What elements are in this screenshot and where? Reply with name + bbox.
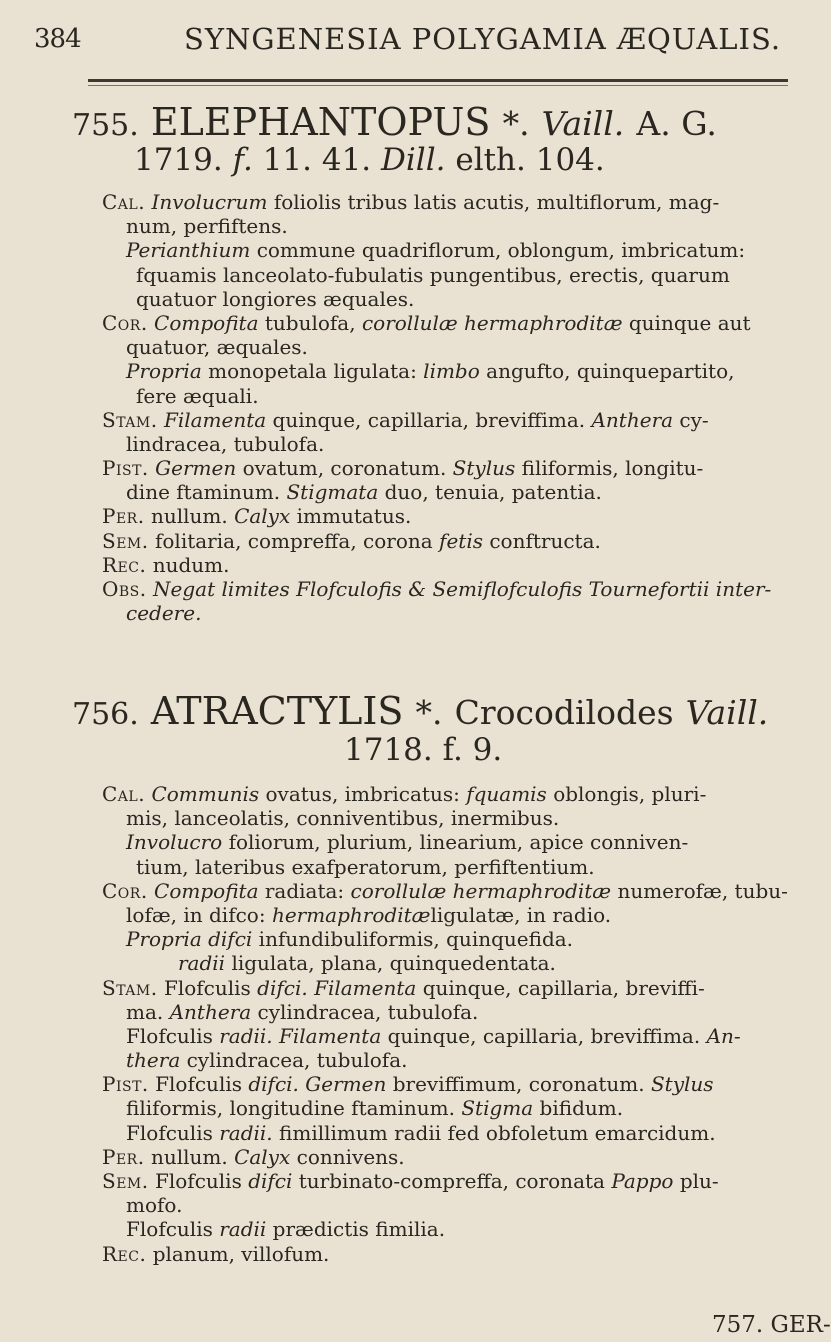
text-fragment: commune quadriflorum, oblongum, imbricatum:	[256, 238, 746, 263]
text-fragment: Cor.	[102, 310, 148, 335]
text-line	[102, 1000, 790, 1024]
star-mark: *.	[415, 693, 443, 732]
text-fragment: monopetala ligulata:	[208, 359, 417, 384]
entry-756-subheading	[344, 732, 502, 768]
text-fragment: difci.	[248, 1072, 299, 1097]
text-line	[102, 1048, 790, 1072]
text-line	[102, 830, 790, 854]
text-fragment: quatuor longiores æquales.	[136, 286, 415, 311]
text-fragment: Flofculis	[126, 1120, 213, 1145]
text-line	[102, 976, 790, 1000]
text-line	[102, 855, 790, 879]
text-fragment: Negat limites Flofculofis & Semiflofculofis Tournefortii inter-	[153, 577, 772, 601]
text-fragment: Filamenta	[314, 975, 417, 1000]
author-ref: Vaill.	[541, 104, 625, 143]
text-fragment: Propria difci	[126, 927, 253, 952]
text-fragment: Communis	[151, 782, 260, 806]
text-fragment: Rec.	[102, 552, 147, 577]
text-line	[102, 601, 790, 625]
text-fragment: Flofculis	[163, 975, 251, 1000]
text-fragment: Perianthium	[126, 238, 251, 263]
text-fragment: tium, lateribus exafperatorum, perfiftentium.	[136, 854, 595, 879]
text-line	[102, 1121, 790, 1145]
text-fragment: Involucrum	[151, 190, 268, 214]
text-line	[102, 1072, 790, 1096]
text-fragment: Sem.	[102, 1169, 149, 1193]
text-fragment: Compofita	[154, 310, 259, 335]
sub-dill: Dill.	[381, 142, 446, 178]
text-line	[102, 359, 790, 383]
text-line	[102, 903, 790, 927]
sub-year: 1718.	[344, 732, 433, 768]
header-rule-thin	[88, 85, 788, 86]
entry-756-heading	[72, 690, 768, 736]
text-fragment: Calyx	[234, 504, 291, 529]
text-line	[102, 782, 790, 806]
text-line	[102, 480, 790, 504]
text-line	[102, 432, 790, 456]
text-fragment: Germen	[305, 1072, 387, 1097]
text-fragment: quinque, capillaria, breviffi-	[422, 975, 705, 1000]
text-fragment: filiformis, longitudine ftaminum.	[126, 1096, 455, 1121]
text-fragment: Per.	[102, 1144, 145, 1169]
text-fragment: ligulata, plana, quinquedentata.	[231, 951, 556, 976]
text-line	[102, 238, 790, 262]
text-fragment: Rec.	[102, 1241, 147, 1266]
text-fragment: Stylus	[452, 456, 516, 481]
text-fragment: fquamis lanceolato-fubulatis pungentibus, erectis, quarum	[136, 262, 730, 287]
text-fragment: tubulofa,	[264, 310, 356, 335]
author-ref-2: A. G.	[636, 104, 717, 143]
text-fragment: immutatus.	[296, 504, 412, 529]
text-fragment: mofo.	[126, 1193, 183, 1218]
text-fragment: cylindracea, tubulofa.	[186, 1048, 408, 1073]
text-line	[102, 311, 790, 335]
text-fragment: oblongis, pluri-	[553, 782, 707, 806]
text-line	[102, 879, 790, 903]
text-fragment: nudum.	[152, 552, 230, 577]
text-fragment: connivens.	[296, 1144, 405, 1169]
header-rule	[88, 79, 788, 82]
text-fragment: Anthera	[169, 999, 252, 1024]
text-fragment: quinque, capillaria, breviffima.	[387, 1023, 701, 1048]
text-fragment: mis, lanceolatis, conniventibus, inermibus.	[126, 806, 560, 831]
text-line	[102, 190, 790, 214]
text-line	[102, 1193, 790, 1217]
sub-rest: f. 9.	[442, 732, 503, 768]
running-head	[34, 22, 782, 56]
text-line	[102, 553, 790, 577]
text-fragment: Obs.	[102, 577, 147, 601]
text-fragment: prædictis fimilia.	[272, 1217, 446, 1242]
text-line	[102, 1169, 790, 1193]
star-mark: *.	[502, 104, 530, 143]
text-fragment: foliorum, plurium, linearium, apice conniven-	[228, 830, 689, 855]
text-fragment: Flofculis	[154, 1169, 242, 1193]
text-fragment: lindracea, tubulofa.	[126, 431, 325, 456]
sub-f: f.	[232, 142, 253, 178]
genus-name: ELEPHANTOPUS	[150, 100, 491, 144]
text-line	[102, 1242, 790, 1266]
text-fragment: Filamenta	[279, 1023, 382, 1048]
text-fragment: Pist.	[102, 1072, 149, 1097]
text-fragment: Propria	[126, 359, 202, 384]
text-fragment: quatuor, æquales.	[126, 335, 308, 360]
text-fragment: Calyx	[234, 1144, 291, 1169]
text-line	[102, 1096, 790, 1120]
text-line	[102, 1145, 790, 1169]
text-fragment: foliolis tribus latis acutis, multiflorum, mag-	[273, 190, 720, 214]
text-fragment: ligulatæ, in radio.	[430, 902, 612, 927]
entry-number: 755.	[72, 108, 139, 143]
text-fragment: nullum.	[150, 1144, 228, 1169]
text-fragment: cylindracea, tubulofa.	[257, 999, 479, 1024]
text-fragment: Filamenta	[163, 407, 267, 432]
text-line	[102, 335, 790, 359]
text-fragment: ovatus, imbricatus:	[265, 782, 460, 806]
text-line	[102, 1217, 790, 1241]
text-fragment: Germen	[155, 456, 237, 481]
text-fragment: Cal.	[102, 782, 146, 806]
genus-name: ATRACTYLIS	[150, 689, 404, 733]
running-title: SYNGENESIA POLYGAMIA ÆQUALIS.	[184, 22, 782, 56]
text-line	[102, 927, 790, 951]
text-fragment: plu-	[679, 1169, 719, 1193]
text-line	[102, 577, 790, 601]
sub-fig: 11. 41.	[262, 142, 372, 178]
sub-rest: elth. 104.	[455, 142, 605, 178]
text-line	[102, 214, 790, 238]
text-fragment: Pappo	[611, 1169, 674, 1193]
text-fragment: Stam.	[102, 975, 158, 1000]
text-fragment: Cal.	[102, 190, 146, 214]
entry-755-description	[102, 190, 790, 625]
text-fragment: duo, tenuia, patentia.	[384, 480, 602, 505]
text-fragment: fimillimum radii fed obfoletum emarcidum.	[279, 1120, 716, 1145]
sub-year: 1719.	[134, 142, 223, 178]
text-fragment: filiformis, longitu-	[521, 456, 704, 481]
text-fragment: turbinato-compreffa, coronata	[298, 1169, 605, 1193]
text-line	[102, 408, 790, 432]
text-line	[102, 456, 790, 480]
text-fragment: num, perfiftens.	[126, 214, 288, 239]
text-fragment: An-	[706, 1023, 741, 1048]
entry-755-subheading	[134, 142, 605, 178]
entry-number: 756.	[72, 697, 139, 732]
text-fragment: fetis	[439, 528, 483, 553]
text-fragment: ovatum, coronatum.	[242, 456, 447, 481]
text-line	[102, 951, 790, 975]
text-line	[102, 529, 790, 553]
text-fragment: cy-	[679, 407, 709, 432]
text-line	[102, 263, 790, 287]
author-ref: Vaill.	[685, 693, 769, 732]
text-fragment: Per.	[102, 504, 145, 529]
entry-756-description	[102, 782, 790, 1266]
text-fragment: planum, villofum.	[152, 1241, 330, 1266]
text-fragment: angufto, quinquepartito,	[486, 359, 735, 384]
text-fragment: quinque aut	[628, 310, 751, 335]
text-fragment: Flofculis	[155, 1072, 242, 1097]
text-fragment: radii	[178, 951, 226, 976]
text-fragment: folitaria, compreffa, corona	[154, 528, 433, 553]
text-fragment: Sem.	[102, 528, 149, 553]
text-fragment: Stigma	[461, 1096, 534, 1121]
catchword: 757. GER-	[712, 1312, 831, 1338]
text-fragment: radii.	[219, 1120, 273, 1145]
text-fragment: bifidum.	[539, 1096, 624, 1121]
text-fragment: Cor.	[102, 878, 148, 903]
text-fragment: lofæ, in difco:	[126, 902, 266, 927]
species-name: Crocodilodes	[454, 693, 674, 732]
text-fragment: radii	[219, 1217, 267, 1242]
text-fragment: nullum.	[150, 504, 228, 529]
text-fragment: conftructa.	[489, 528, 601, 553]
text-fragment: Involucro	[126, 830, 223, 855]
text-fragment: radii.	[219, 1023, 273, 1048]
text-fragment: limbo	[423, 359, 480, 384]
text-fragment: Flofculis	[126, 1023, 213, 1048]
text-fragment: cedere.	[126, 601, 202, 626]
text-fragment: fere æquali.	[136, 383, 259, 408]
text-line	[102, 1024, 790, 1048]
text-fragment: dine ftaminum.	[126, 480, 281, 505]
text-fragment: radiata:	[264, 878, 345, 903]
text-fragment: corollulæ hermaphroditæ	[361, 310, 623, 335]
text-line	[102, 504, 790, 528]
text-line	[102, 287, 790, 311]
text-fragment: breviffimum, coronatum.	[392, 1072, 645, 1097]
text-fragment: fquamis	[466, 782, 547, 806]
text-fragment: numerofæ, tubu-	[617, 878, 788, 903]
text-fragment: infundibuliformis, quinquefida.	[258, 927, 574, 952]
text-fragment: Stam.	[102, 407, 158, 432]
text-fragment: Stylus	[650, 1072, 714, 1097]
text-fragment: difci.	[257, 975, 308, 1000]
page-number: 384	[34, 24, 81, 54]
text-fragment: difci	[248, 1169, 293, 1193]
text-fragment: thera	[126, 1048, 181, 1073]
text-line	[102, 384, 790, 408]
text-fragment: ma.	[126, 999, 164, 1024]
text-fragment: Stigmata	[286, 480, 379, 505]
text-fragment: quinque, capillaria, breviffima.	[272, 407, 586, 432]
text-fragment: corollulæ hermaphroditæ	[350, 878, 612, 903]
text-fragment: Pist.	[102, 456, 149, 481]
text-fragment: Compofita	[154, 878, 259, 903]
text-fragment: Flofculis	[126, 1217, 213, 1242]
entry-755-heading	[72, 101, 717, 147]
text-fragment: hermaphroditæ	[271, 902, 431, 927]
text-fragment: Anthera	[591, 407, 674, 432]
text-line	[102, 806, 790, 830]
